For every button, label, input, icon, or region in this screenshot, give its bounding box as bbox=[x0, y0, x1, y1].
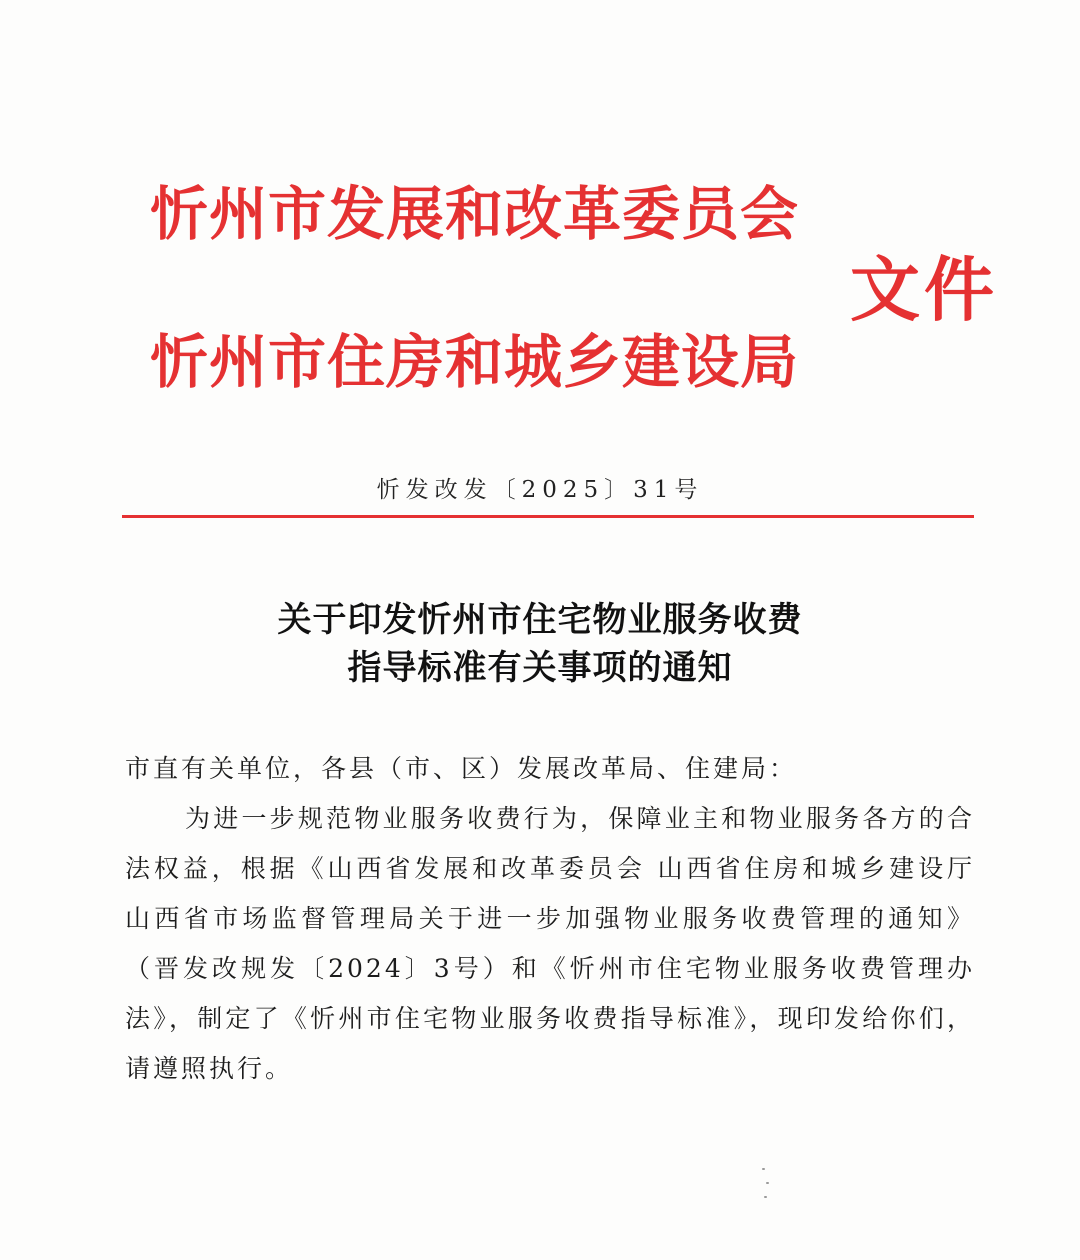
salutation: 市直有关单位，各县（市、区）发展改革局、住建局： bbox=[125, 754, 798, 783]
document-type-label: 文件 bbox=[850, 249, 998, 331]
document-title bbox=[0, 596, 1080, 692]
title-line-2: 指导标准有关事项的通知 bbox=[347, 648, 733, 688]
scan-specks bbox=[760, 1168, 772, 1208]
issuing-org-1: 忻州市发展和改革委员会 bbox=[150, 180, 800, 248]
issuing-org-2: 忻州市住房和城乡建设局 bbox=[150, 328, 800, 396]
speck bbox=[766, 1182, 769, 1184]
speck bbox=[762, 1168, 765, 1170]
document-body bbox=[125, 744, 975, 1094]
speck bbox=[764, 1196, 767, 1198]
document-number: 忻发改发〔2025〕31号 bbox=[376, 477, 704, 503]
red-divider bbox=[122, 515, 974, 518]
body-paragraph: 为进一步规范物业服务收费行为，保障业主和物业服务各方的合法权益，根据《山西省发展和改革委员会 山西省住房和城乡建设厅 山西省市场监督管理局关于进一步加强物业服务收费管理的通知》（晋发改规发〔2024〕3号）和《忻州市住宅物业服务收费管理办法》，制定了《忻州市住宅物业服务收费指导标准》，现印发给你们，请遵照执行。 bbox=[125, 804, 975, 1083]
title-line-1: 关于印发忻州市住宅物业服务收费 bbox=[277, 600, 803, 640]
